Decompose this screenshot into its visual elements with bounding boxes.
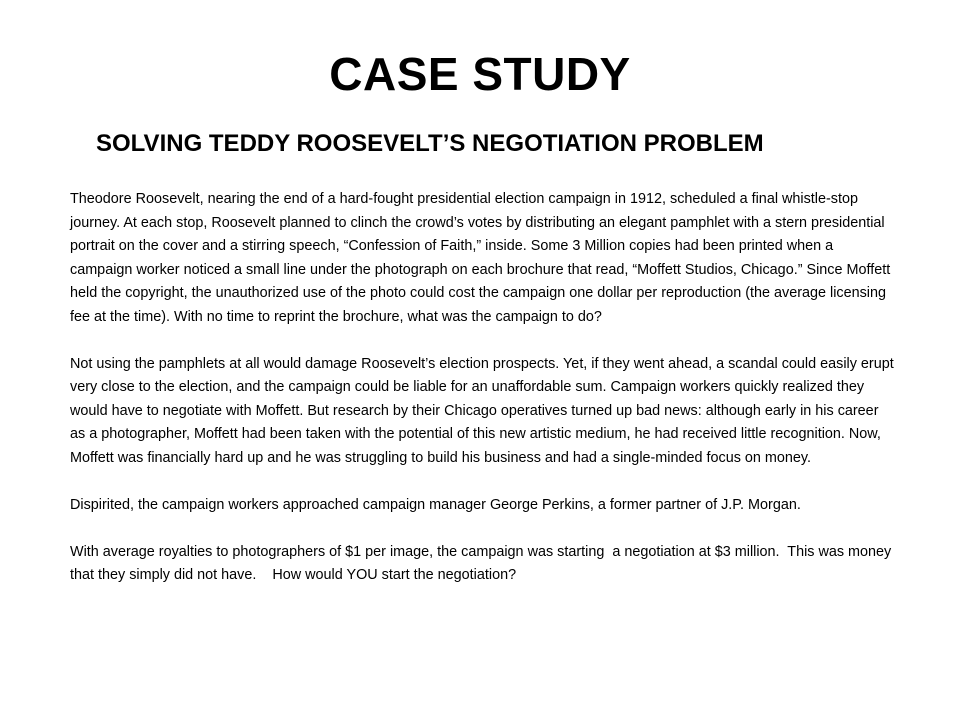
paragraph-perkins: Dispirited, the campaign workers approached campaign manager George Perkins, a former partner of J.P. Morgan.	[70, 496, 801, 513]
paragraph-background: Theodore Roosevelt, nearing the end of a hard-fought presidential election campaign in 1912, scheduled a final whistle-stop journey. At each stop, Roosevelt planned to clinch the crowd’s votes by distributing an elegant pamphlet with a stern presidential portrait on the cover and a stirring speech, “Confession of Faith,” inside. Some 3 Million copies had been printed when a campaign worker noticed a small line under the photograph on each brochure that read, “Moffett Studios, Chicago.” Since Moffett held the copyright, the unauthorized use of the photo could cost the campaign one dollar per reproduction (the average licensing fee at the time). With no time to reprint the brochure, what was the campaign to do?	[70, 191, 895, 325]
case-study-body	[70, 188, 898, 588]
paragraph-dilemma: Not using the pamphlets at all would damage Roosevelt’s election prospects. Yet, if they went ahead, a scandal could easily erupt very close to the election, and the campaign could be liable for an unaffordable sum. Campaign workers quickly realized they would have to negotiate with Moffett. But research by their Chicago operatives turned up bad news: although early in his career as a photographer, Moffett had been taken with the potential of this new artistic medium, he had received little recognition. Now, Moffett was financially hard up and he was struggling to build his business and had a single-minded focus on money.	[70, 355, 898, 466]
slide-title: CASE STUDY	[329, 48, 631, 100]
slide-subtitle: SOLVING TEDDY ROOSEVELT’S NEGOTIATION PROBLEM	[96, 130, 764, 157]
paragraph-question: With average royalties to photographers of $1 per image, the campaign was starting a negotiation at $3 million. This was money that they simply did not have. How would YOU start the negotiation?	[70, 543, 896, 583]
